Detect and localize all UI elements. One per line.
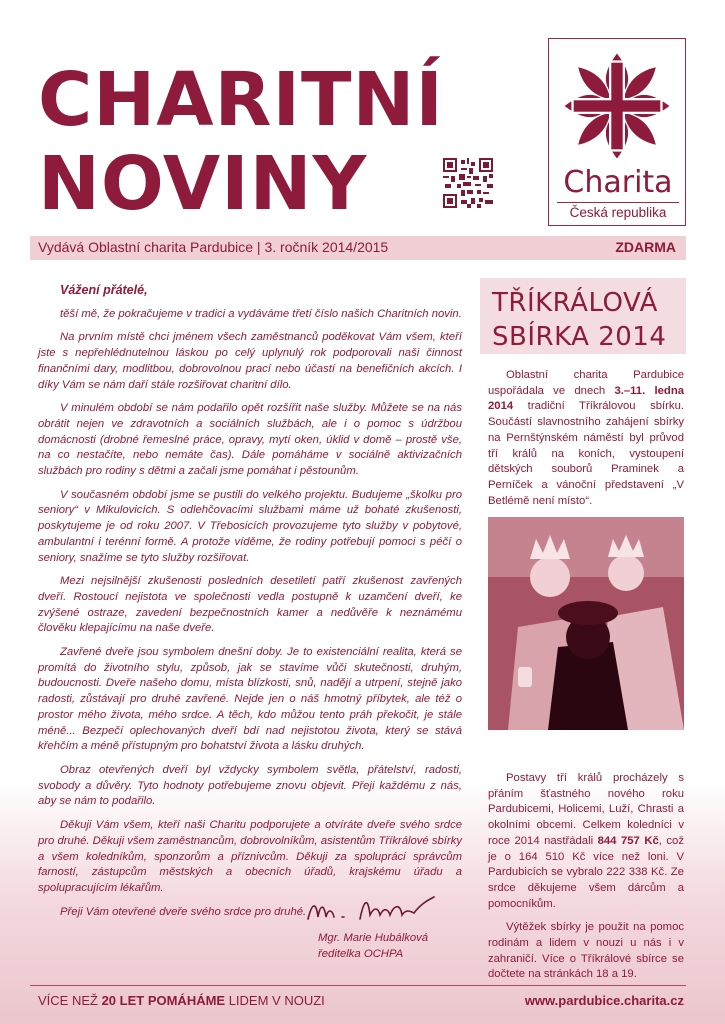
tagline-b: LIDEM V NOUZI [225, 993, 325, 1008]
editorial-letter [38, 283, 462, 928]
letter-paragraph: Mezi nejsilnější zkušenosti posledních desetiletí patří zkušenost zavřených dveří. Rostoucí nejistota ve společnosti vedla postupně k uzamčení dveří, ke zvýšené ostraze, zavedení bezpečnostních kamer a nedůvěře k neznámému člověku klepajícímu na naše dveře. [38, 575, 462, 635]
letter-paragraph: V minulém období se nám podařilo opět rozšířit naše služby. Můžete se na nás obrátit nejen ve zdravotních a sociálních službách, ale i o pomoc s údržbou domácnosti (drobné řemeslné práce, opravy, mytí oken, úklid v domě – prostě vše, na co nestačíte, nebo nemáte čas). Dále pomáháme v sociálně aktivizačních službách pro rodiny s dětmi a začali jsme pomáhat i pěstounům. [38, 402, 462, 478]
footer-divider [30, 985, 686, 986]
price-label: ZDARMA [615, 239, 676, 255]
publisher-text: Vydává Oblastní charita Pardubice | 3. ročník 2014/2015 [38, 239, 389, 255]
letter-greeting: Vážení přátelé, [60, 283, 148, 297]
sidebar-body [488, 771, 684, 991]
sidebar-intro-paragraph [488, 368, 684, 509]
logo-subtitle: Česká republika [557, 202, 679, 221]
sidebar-title-line1: TŘÍKRÁLOVÁ [492, 288, 658, 318]
charita-logo[interactable] [548, 38, 686, 226]
footer-url-link[interactable]: www.pardubice.charita.cz [524, 993, 684, 1008]
three-kings-illustration [488, 517, 684, 730]
qr-code-icon[interactable] [443, 158, 493, 208]
letter-paragraph: V současném období jsme se pustili do velkého projektu. Budujeme „školku pro seniory“ v Mikulovicích. S odlehčovacími službami máme už bohaté zkušenosti, poskytujeme je od roku 2007. V Třebosicích provozujeme tyto služby v pobytové, ambulantní i terénní formě. A protože víděme, že rodiny potřebují pomoci s péčí o seniory, snažíme se tyto služby rozšiřovat. [38, 488, 462, 564]
sidebar-intro [488, 368, 684, 517]
intro-dates: 3.–11. ledna 2014 [488, 384, 684, 413]
intro-text-b: tradiční Tříkrálovou sbírku. Součástí slavnostního zahájení sbírky na Pernštýnském náměstí byl průvod tří králů na koních, vystoupení dětských souborů Praminek a Perníček a vánoční představení „V Betlémě není místo“. [488, 400, 684, 507]
letter-paragraph: Zavřené dveře jsou symbolem dnešní doby. Je to existenciální realita, která se promítá do životního stylu, způsob, jak se stavíme vůči skutečnosti, druhým, budoucnosti. Dveře našeho domu, místa blízkosti, snů, nadějí a utrpení, stejně jako radosti, zůstávají pro druhé zavřené. Nejde jen o náš hmotný příbytek, ale též o prostor mého života, mého srdce. A těch, kdo můžou tento práh překočit, je stále méně... Bezpečí oplechovaných dveří bdí nad nejistotou života, který se stává křehčím a méně přístupným pro bohatství života a lásku druhých. [38, 646, 462, 753]
footer-tagline [38, 993, 325, 1008]
letter-paragraph: Přeji Vám otevřené dveře svého srdce pro druhé. [60, 905, 307, 918]
masthead-title-line2: NOVINY [38, 141, 368, 227]
signature-name: Mgr. Marie Hubálková [318, 932, 429, 944]
tagline-bold: 20 LET POMÁHÁME [101, 993, 226, 1008]
masthead-title-line1: CHARITNÍ [38, 57, 444, 143]
intro-text-a: Oblastní charita Pardubice uspořádala ve dnech [488, 369, 684, 397]
sidebar-body-paragraph [488, 771, 684, 912]
letter-paragraph: Obraz otevřených dveří byl vždycky symbolem světla, přátelství, radosti, svobody a důvěry. Tyto hodnoty potřebujeme znovu objevit. Přeji každému z nás, aby se nám to podařilo. [38, 763, 462, 808]
sidebar-title-line2: SBÍRKA 2014 [492, 322, 667, 352]
tagline-a: VÍCE NEŽ [38, 993, 102, 1008]
signature-role: ředitelka OCHPA [318, 947, 404, 960]
letter-paragraph: těší mě, že pokračujeme v tradici a vydáváme třetí číslo našich Charitních novin. [60, 307, 462, 320]
logo-name: Charita [563, 165, 673, 200]
sidebar-closing-paragraph: Výtěžek sbírky je použit na pomoc rodinám a lidem v nouzi u nás i v zahraničí. Více o Tříkrálové sbírce se dočtete na stránkách 18 a 19. [488, 921, 684, 981]
masthead [38, 58, 444, 226]
letter-paragraph: Děkuji Vám všem, kteří naši Charitu podporujete a otvíráte dveře svého srdce pro druhé. Děkuji všem zaměstnancům, dobrovolníkům, asistentům Tříkrálové sbírky a všem koledníkům, sponzorům a příznivcům. Děkuji za spolupráci správcům farností, zástupcům městských a obecních úřadů, krajskému úřadu a spolupracujícím lékařům. [38, 819, 462, 894]
collected-amount: 844 757 Kč [597, 834, 659, 847]
letter-paragraph: Na prvním místě chci jménem všech zaměstnanců poděkovat Vám všem, kteří jste s nepřehlédnutelnou láskou po celý uplynulý rok podporovali naši činnost finančními dary, modlitbou, dobrovolnou prací nebo účastí na benefičních akcích. I díky Vám se nám daří stále rozšiřovat charitní dílo. [38, 331, 462, 391]
signature-block [290, 893, 460, 962]
body-text-b: , což je o 164 510 Kč více než loni. V Pardubicích se vybralo 222 338 Kč. Ze srdce děkujeme všem dárcům a pomocníkům. [488, 834, 684, 910]
sidebar-title [480, 278, 686, 354]
body-text-a: Postavy tří králů procházely s přáním šťastného nového roku Pardubicemi, Holicemi, Luží, Chrasti a okolními obcemi. Celkem koledníci v roce 2014 nastřádali [488, 772, 684, 847]
three-kings-photo [488, 517, 684, 730]
signature-drawing [290, 893, 440, 925]
publisher-band [30, 236, 686, 260]
charita-cross-logo [560, 49, 674, 163]
